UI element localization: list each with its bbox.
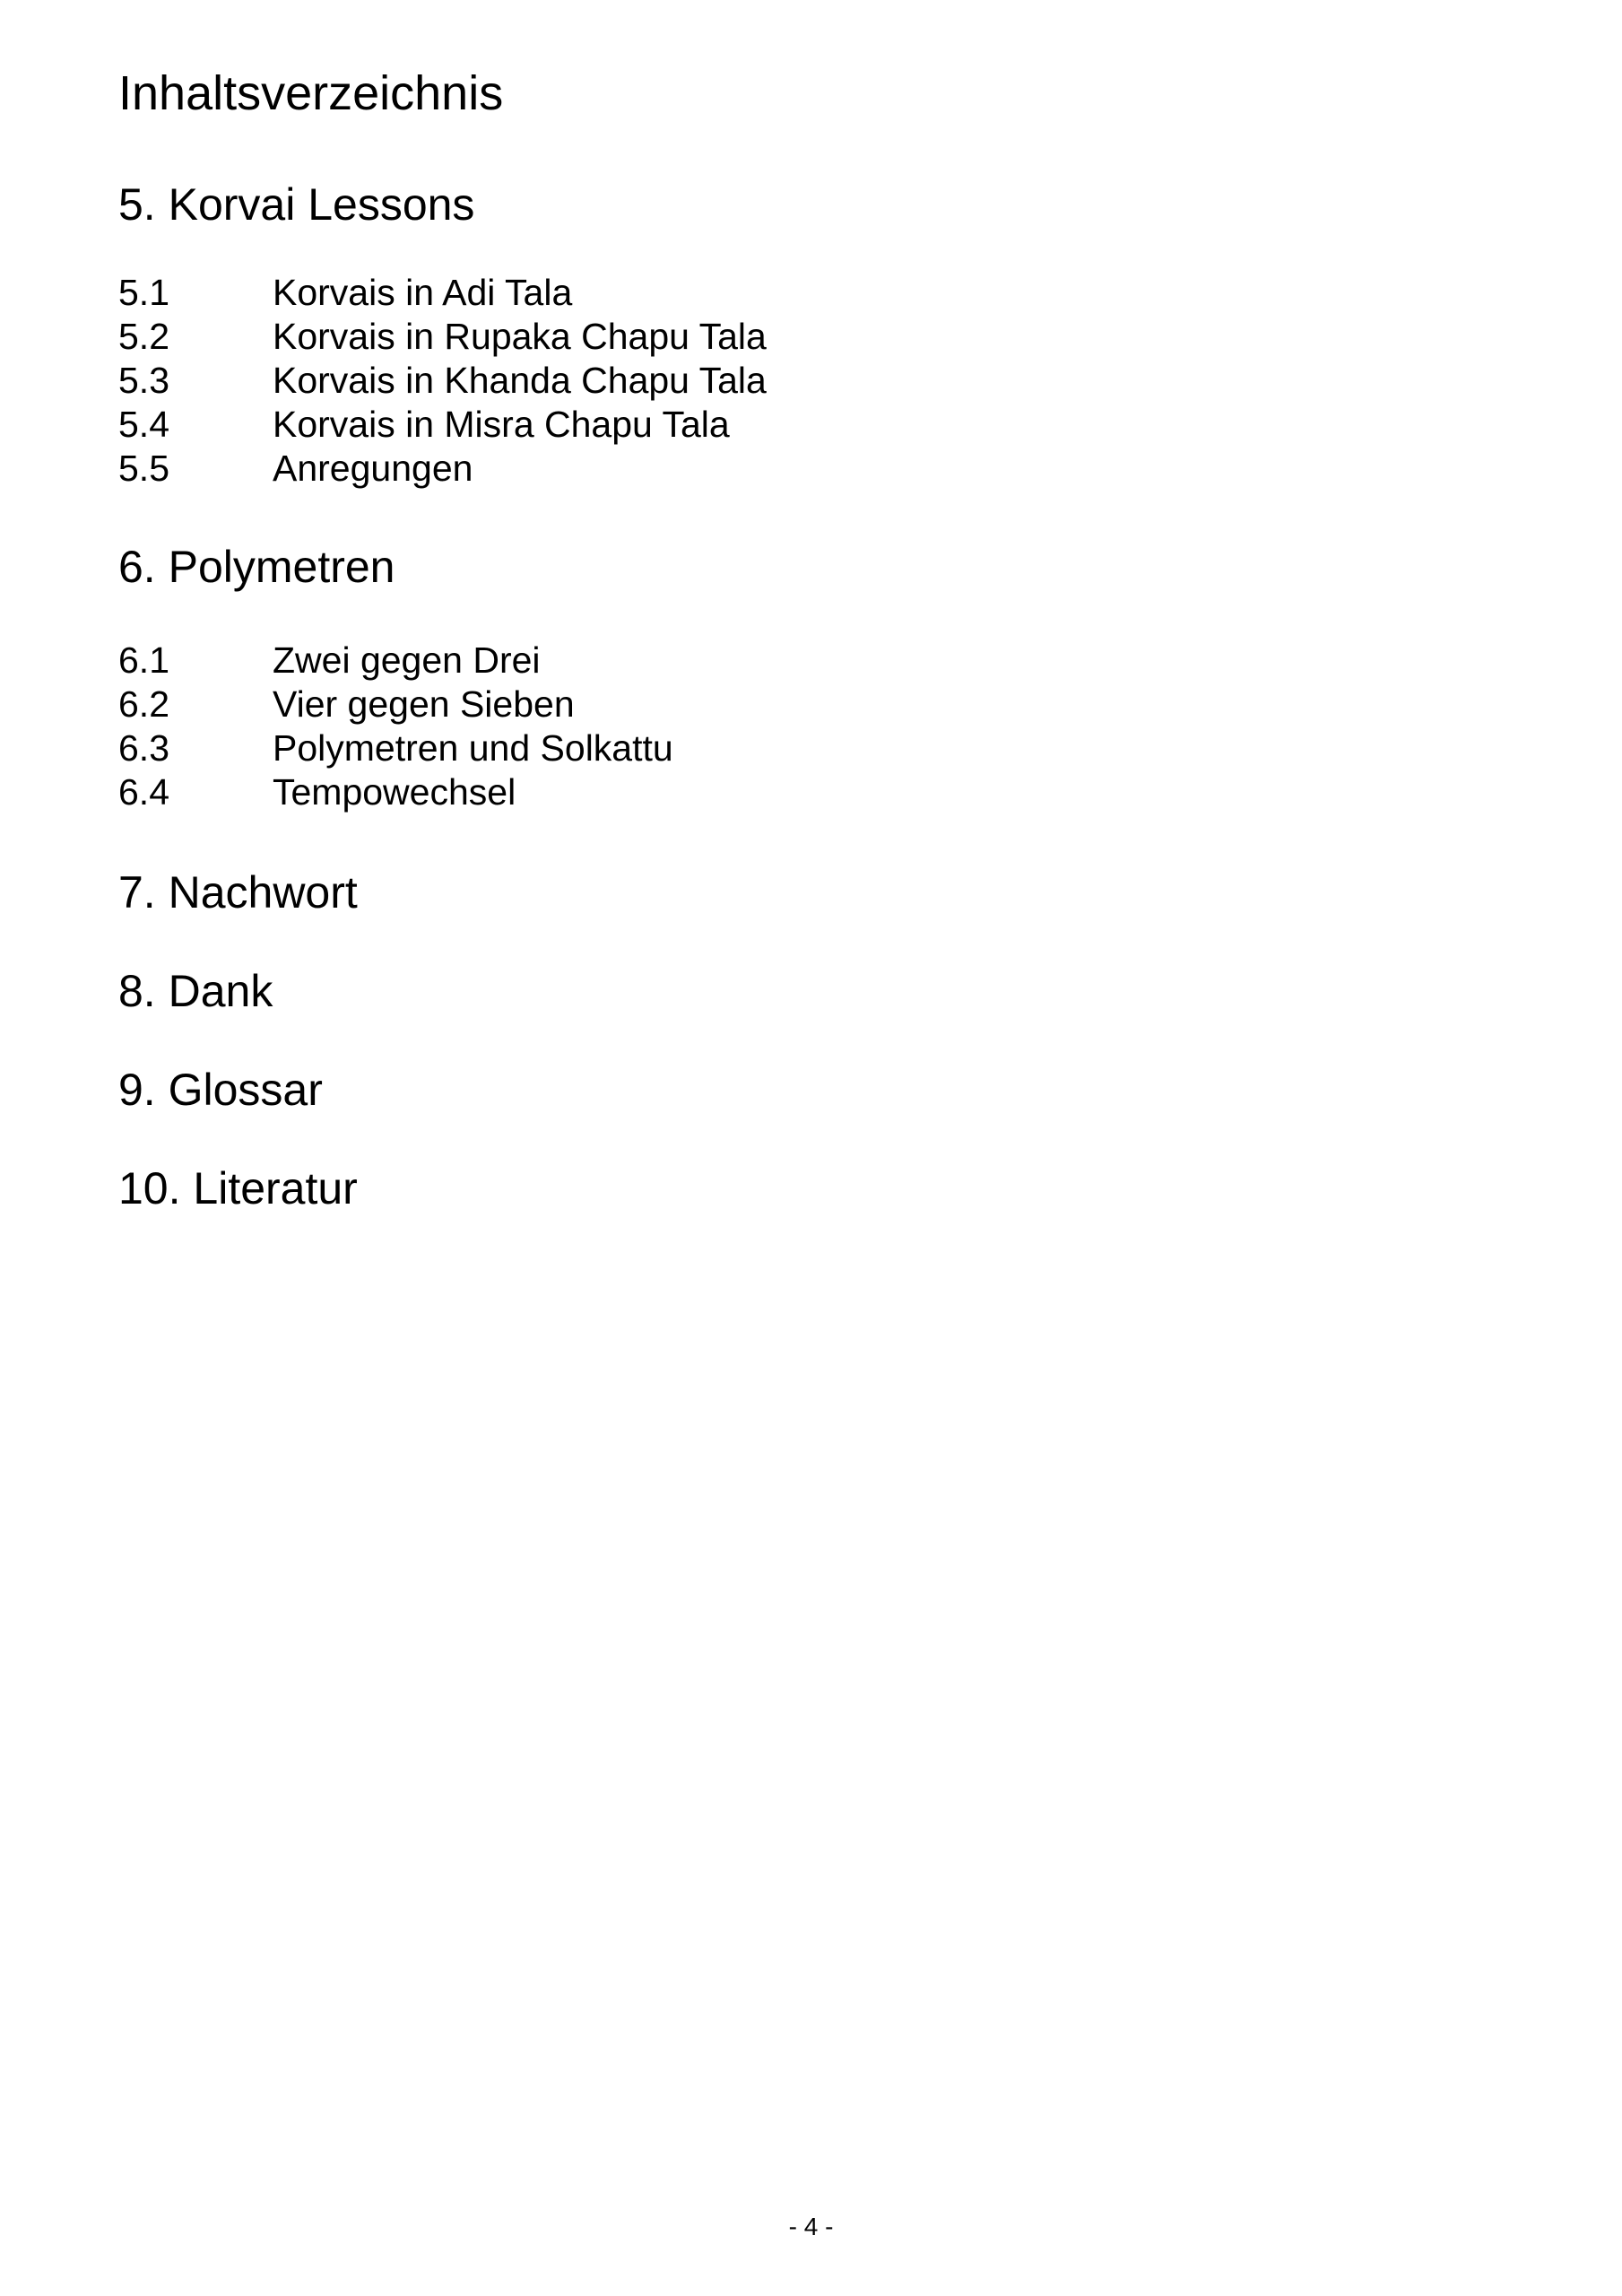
toc-chapter-5: 5. Korvai Lessons (118, 179, 475, 230)
toc-section-number: 5.4 (118, 404, 169, 445)
toc-section-label: Anregungen (273, 448, 473, 489)
toc-section-6-1 (118, 639, 673, 683)
toc-section-number: 6.3 (118, 727, 169, 769)
toc-section-label: Polymetren und Solkattu (273, 727, 673, 769)
toc-section-number: 5.5 (118, 448, 169, 489)
toc-chapter-10: 10. Literatur (118, 1163, 358, 1213)
toc-section-5-5 (118, 447, 767, 491)
toc-section-number: 6.2 (118, 683, 169, 725)
page-number: - 4 - (788, 2213, 834, 2240)
toc-chapter-9: 9. Glossar (118, 1065, 323, 1115)
toc-section-label: Vier gegen Sieben (273, 683, 575, 725)
toc-section-5-2 (118, 315, 767, 359)
toc-chapter-8: 8. Dank (118, 966, 273, 1016)
toc-section-number: 5.3 (118, 360, 169, 401)
toc-section-label: Tempowechsel (273, 771, 516, 813)
toc-chapter-6: 6. Polymetren (118, 542, 395, 592)
toc-chapter-7: 7. Nachwort (118, 867, 358, 918)
toc-section-6-2 (118, 683, 673, 726)
toc-section-number: 5.2 (118, 316, 169, 357)
toc-section-label: Korvais in Khanda Chapu Tala (273, 360, 767, 401)
toc-section-label: Korvais in Rupaka Chapu Tala (273, 316, 767, 357)
toc-section-label: Zwei gegen Drei (273, 639, 541, 681)
toc-section-number: 6.4 (118, 771, 169, 813)
page-title: Inhaltsverzeichnis (118, 66, 504, 120)
toc-chapter-5-sections (118, 271, 767, 491)
toc-section-5-4 (118, 403, 767, 447)
toc-section-number: 6.1 (118, 639, 169, 681)
toc-section-label: Korvais in Adi Tala (273, 272, 573, 313)
toc-section-number: 5.1 (118, 272, 169, 313)
toc-section-label: Korvais in Misra Chapu Tala (273, 404, 730, 445)
toc-section-6-4 (118, 770, 673, 814)
toc-section-5-1 (118, 271, 767, 315)
toc-section-5-3 (118, 359, 767, 403)
toc-chapter-6-sections (118, 639, 673, 814)
toc-section-6-3 (118, 726, 673, 770)
